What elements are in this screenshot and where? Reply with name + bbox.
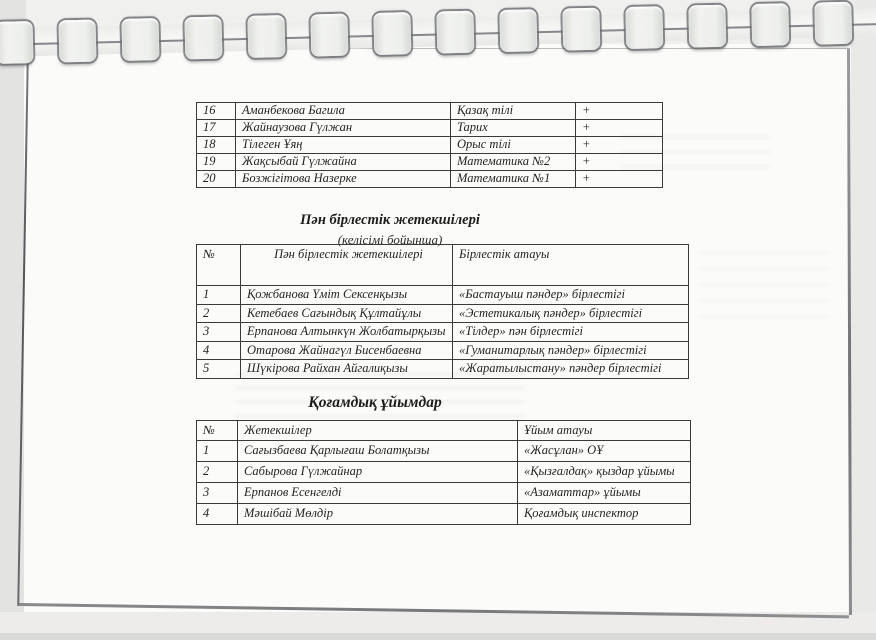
subject: Қазақ тілі <box>451 103 576 120</box>
leader-name: Отарова Жайнагүл Бисенбаевна <box>241 341 453 360</box>
leader-name: Сабырова Гүлжайнар <box>238 462 518 483</box>
leader-name: Сағызбаева Қарлығаш Болатқызы <box>238 441 518 462</box>
organization-name: «Азаматтар» ұйымы <box>518 483 691 504</box>
table-row <box>197 504 691 525</box>
mark: + <box>576 103 663 120</box>
section-subtitle: (келісімі бойынша) <box>337 232 443 247</box>
col-header-no: № <box>197 245 241 286</box>
section-associations-heading <box>120 212 660 248</box>
organization-name: «Жасұлан» ОҰ <box>518 441 691 462</box>
organization-name: «Қызғалдақ» қыздар ұйымы <box>518 462 691 483</box>
association-name: «Бастауыш пәндер» бірлестігі <box>453 286 689 305</box>
row-number: 4 <box>197 341 241 360</box>
association-name: «Жаратылыстану» пәндер бірлестігі <box>453 360 689 379</box>
leader-name: Кетебаев Сағындық Құлтайұлы <box>241 304 453 323</box>
col-header-association: Бірлестік атауы <box>453 245 689 286</box>
col-header-leader: Жетекшілер <box>238 421 518 441</box>
col-header-leader: Пән бірлестік жетекшілері <box>241 245 453 286</box>
table-row <box>197 441 691 462</box>
leader-name: Шүкірова Райхан Айгалиқызы <box>241 360 453 379</box>
table-row <box>197 171 663 188</box>
header-row <box>197 245 689 286</box>
section-public-heading <box>100 394 650 412</box>
organization-name: Қоғамдық инспектор <box>518 504 691 525</box>
subject: Тарих <box>451 120 576 137</box>
header-row <box>197 421 691 441</box>
table-row <box>197 483 691 504</box>
col-header-organization: Ұйым атауы <box>518 421 691 441</box>
public-organizations-table <box>196 420 691 525</box>
table-row <box>197 462 691 483</box>
row-number: 19 <box>197 154 236 171</box>
row-number: 1 <box>197 286 241 305</box>
association-name: «Гуманитарлық пәндер» бірлестігі <box>453 341 689 360</box>
mark: + <box>576 154 663 171</box>
table-row <box>197 304 689 323</box>
row-number: 5 <box>197 360 241 379</box>
table-row <box>197 323 689 342</box>
row-number: 2 <box>197 462 238 483</box>
association-name: «Тілдер» пән бірлестігі <box>453 323 689 342</box>
subject: Орыс тілі <box>451 137 576 154</box>
mark: + <box>576 171 663 188</box>
row-number: 16 <box>197 103 236 120</box>
row-number: 3 <box>197 483 238 504</box>
table-row <box>197 154 663 171</box>
leader-name: Мәшібай Мөлдір <box>238 504 518 525</box>
table-row <box>197 137 663 154</box>
table-row <box>197 341 689 360</box>
table-row <box>197 360 689 379</box>
table-row <box>197 103 663 120</box>
row-number: 3 <box>197 323 241 342</box>
subject: Математика №1 <box>451 171 576 188</box>
section-title: Пән бірлестік жетекшілері <box>300 212 480 228</box>
section-title: Қоғамдық ұйымдар <box>308 394 442 411</box>
association-name: «Эстетикалық пәндер» бірлестігі <box>453 304 689 323</box>
mark: + <box>576 137 663 154</box>
associations-table <box>196 244 689 379</box>
staff-table <box>196 102 663 188</box>
row-number: 1 <box>197 441 238 462</box>
leader-name: Ерпанова Алтынкүн Жолбатырқызы <box>241 323 453 342</box>
row-number: 18 <box>197 137 236 154</box>
row-number: 17 <box>197 120 236 137</box>
table-row <box>197 120 663 137</box>
subject: Математика №2 <box>451 154 576 171</box>
teacher-name: Тілеген Ұяң <box>236 137 451 154</box>
leader-name: Ерпанов Есенгелді <box>238 483 518 504</box>
row-number: 2 <box>197 304 241 323</box>
row-number: 4 <box>197 504 238 525</box>
teacher-name: Жақсыбай Гүлжайна <box>236 154 451 171</box>
table-row <box>197 286 689 305</box>
teacher-name: Жайнаузова Гүлжан <box>236 120 451 137</box>
teacher-name: Аманбекова Багила <box>236 103 451 120</box>
col-header-no: № <box>197 421 238 441</box>
leader-name: Қожбанова Үміт Сексенқызы <box>241 286 453 305</box>
row-number: 20 <box>197 171 236 188</box>
teacher-name: Бозжігітова Назерке <box>236 171 451 188</box>
mark: + <box>576 120 663 137</box>
